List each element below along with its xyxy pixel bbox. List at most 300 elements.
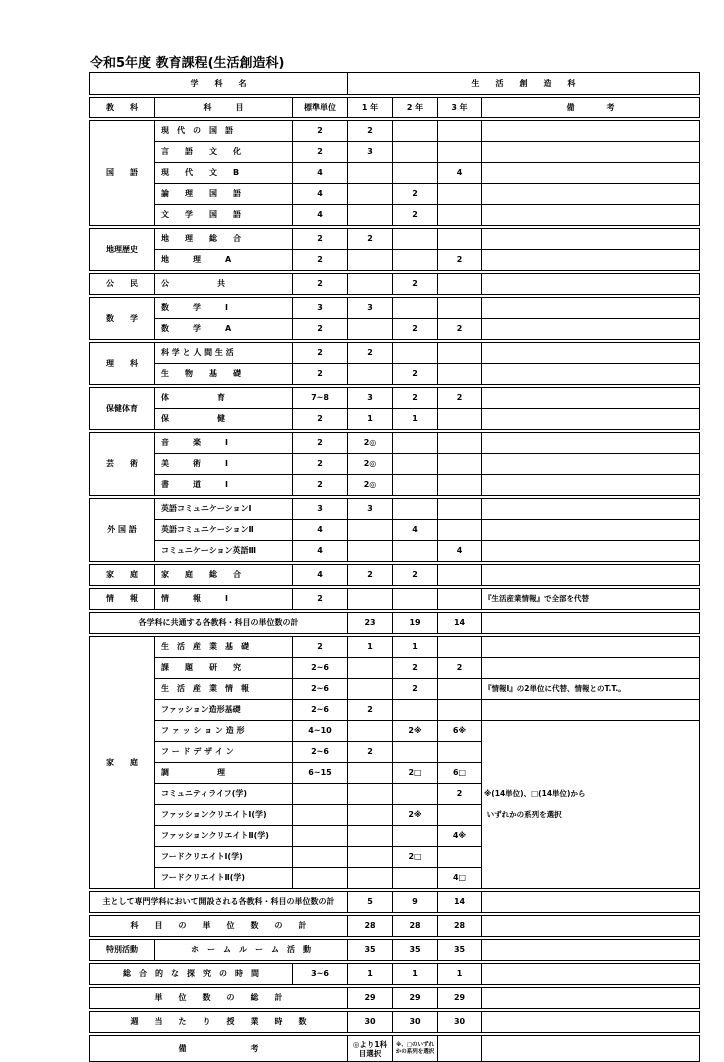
year2-units: 1 (393, 964, 438, 985)
group-kokugo: 国 語 (90, 121, 155, 226)
standard-units: 2 (293, 319, 348, 340)
senmon-total-label: 主として専門学科において開設される各教科・科目の単位数の計 (90, 892, 348, 913)
year1-units: 2 (348, 121, 393, 142)
standard-units: 2~6 (293, 679, 348, 700)
remark (482, 868, 700, 889)
remark (482, 520, 700, 541)
group-koumin: 公 民 (90, 274, 155, 295)
subject-name: ファッションクリエイトⅠ(学) (155, 805, 293, 826)
year2-units: 9 (393, 892, 438, 913)
subject-name: コミュニケーション英語Ⅲ (155, 541, 293, 562)
table-row (90, 721, 700, 742)
standard-units: 2~6 (293, 700, 348, 721)
year2-units: 2 (393, 205, 438, 226)
header-year3: 3 年 (438, 98, 482, 118)
year3-units (438, 454, 482, 475)
subject-name: ファッションクリエイトⅡ(学) (155, 826, 293, 847)
year2-units: 2※ (393, 805, 438, 826)
year1-units (348, 589, 393, 610)
table-row (90, 742, 700, 763)
year2-units (393, 454, 438, 475)
standard-units: 2 (293, 142, 348, 163)
gakka-label: 学 科 名 (90, 73, 348, 95)
group-suugaku: 数 学 (90, 298, 155, 340)
year1-units (348, 184, 393, 205)
year3-units: 4 (438, 541, 482, 562)
table-row (90, 142, 700, 163)
standard-units: 4 (293, 541, 348, 562)
year3-units (438, 229, 482, 250)
table-row (90, 229, 700, 250)
year1-units: 29 (348, 988, 393, 1009)
standard-units: 2~6 (293, 658, 348, 679)
year1-units: 2 (348, 565, 393, 586)
common-total-label: 各学科に共通する各教科・科目の単位数の計 (90, 613, 348, 634)
standard-units (293, 868, 348, 889)
group-chireki: 地理歴史 (90, 229, 155, 271)
subject-name: フードクリエイトⅠ(学) (155, 847, 293, 868)
standard-units: 6~15 (293, 763, 348, 784)
year2-units: 2 (393, 565, 438, 586)
year2-units (393, 475, 438, 496)
year1-units: 1 (348, 964, 393, 985)
year1-units (348, 847, 393, 868)
year2-units (393, 742, 438, 763)
subject-name: 体 育 (155, 388, 293, 409)
year1-units (348, 805, 393, 826)
remark (482, 364, 700, 385)
standard-units: 2 (293, 121, 348, 142)
table-row (90, 589, 700, 610)
table-row (90, 409, 700, 430)
table-row (90, 784, 700, 805)
tani-total-label: 単 位 数 の 総 計 (90, 988, 348, 1009)
standard-units: 2 (293, 589, 348, 610)
year1-units: 3 (348, 142, 393, 163)
year1-units: 2 (348, 700, 393, 721)
year3-units: 14 (438, 613, 482, 634)
year3-units: 4※ (438, 826, 482, 847)
remark (482, 121, 700, 142)
year2-units (393, 868, 438, 889)
remark (482, 319, 700, 340)
standard-units: 4 (293, 565, 348, 586)
standard-units: 4 (293, 163, 348, 184)
subject-name: 調 理 (155, 763, 293, 784)
remark (482, 637, 700, 658)
table-row (90, 763, 700, 784)
standard-units: 2 (293, 637, 348, 658)
year2-units: 2 (393, 679, 438, 700)
year2-units: 29 (393, 988, 438, 1009)
group-jouhou: 情 報 (90, 589, 155, 610)
year1-units (348, 319, 393, 340)
year2-units: 2 (393, 658, 438, 679)
standard-units: 2 (293, 229, 348, 250)
standard-units: 2 (293, 433, 348, 454)
table-row (90, 319, 700, 340)
subject-name: 家 庭 総 合 (155, 565, 293, 586)
subject-name: フ ァ ッ シ ョ ン 造 形 (155, 721, 293, 742)
subject-name: 言 語 文 化 (155, 142, 293, 163)
remark (482, 454, 700, 475)
year3-units: 1 (438, 964, 482, 985)
remark (482, 475, 700, 496)
year2-units (393, 298, 438, 319)
year1-units: 2 (348, 742, 393, 763)
year2-units: 1 (393, 637, 438, 658)
subject-name: 地 理 A (155, 250, 293, 271)
remark (482, 1036, 700, 1062)
table-row (90, 868, 700, 889)
year2-units: 28 (393, 916, 438, 937)
year2-units: 2 (393, 388, 438, 409)
year3-units (438, 700, 482, 721)
remark (482, 541, 700, 562)
table-row (90, 541, 700, 562)
year2-units (393, 163, 438, 184)
year3-units: 30 (438, 1012, 482, 1033)
year3-units (438, 847, 482, 868)
bikou-footer-label: 備 考 (90, 1036, 348, 1062)
year2-units (393, 121, 438, 142)
table-row (90, 274, 700, 295)
year1-units: 3 (348, 499, 393, 520)
remark (482, 565, 700, 586)
year3-units (438, 121, 482, 142)
header-year1: 1 年 (348, 98, 393, 118)
year3-units (438, 679, 482, 700)
gakka-value: 生 活 創 造 科 (348, 73, 700, 95)
table-row (90, 1036, 700, 1062)
year1-units: 2◎ (348, 454, 393, 475)
remark (482, 142, 700, 163)
header-kyouka: 教 科 (90, 98, 155, 118)
standard-units: 2 (293, 409, 348, 430)
remark (482, 163, 700, 184)
year1-units: 23 (348, 613, 393, 634)
table-row (90, 847, 700, 868)
year3-units: 2 (438, 658, 482, 679)
subject-name: 書 道 I (155, 475, 293, 496)
standard-units: 2 (293, 454, 348, 475)
year1-units: 2◎ (348, 475, 393, 496)
group-rika: 理 科 (90, 343, 155, 385)
year2-note: ※、□のいずれかの系列を選択 (393, 1036, 438, 1062)
year2-units (393, 499, 438, 520)
standard-units: 3 (293, 298, 348, 319)
subject-name: 現 代 の 国 語 (155, 121, 293, 142)
year1-units: 1 (348, 409, 393, 430)
year3-units: 2 (438, 784, 482, 805)
year1-units (348, 163, 393, 184)
remark (482, 433, 700, 454)
year3-units: 2 (438, 388, 482, 409)
remark (482, 892, 700, 913)
subject-name: 保 健 (155, 409, 293, 430)
table-row (90, 343, 700, 364)
table-row (90, 520, 700, 541)
table-row (90, 364, 700, 385)
year1-units: 28 (348, 916, 393, 937)
year1-units (348, 784, 393, 805)
remark (482, 409, 700, 430)
table-row (90, 250, 700, 271)
year1-units: 2 (348, 343, 393, 364)
year2-units (393, 250, 438, 271)
remark: 『情報Ⅰ』の2単位に代替、情報とのT.T.。 (482, 679, 700, 700)
year2-units: 19 (393, 613, 438, 634)
year2-units (393, 343, 438, 364)
year3-units: 2 (438, 319, 482, 340)
shuu-total-label: 週 当 た り 授 業 時 数 (90, 1012, 348, 1033)
table-row (90, 1012, 700, 1033)
remark (482, 847, 700, 868)
year1-units: 5 (348, 892, 393, 913)
year1-units (348, 364, 393, 385)
year3-units (438, 637, 482, 658)
remark (482, 742, 700, 763)
year2-units: 1 (393, 409, 438, 430)
table-row (90, 205, 700, 226)
subject-name: コミュニティライフ(学) (155, 784, 293, 805)
year3-units (438, 475, 482, 496)
standard-units: 2~6 (293, 742, 348, 763)
year3-units: 6□ (438, 763, 482, 784)
table-row (90, 892, 700, 913)
year2-units: 2□ (393, 763, 438, 784)
group-gaikokugo: 外 国 語 (90, 499, 155, 562)
subject-name: フ ー ド デ ザ イ ン (155, 742, 293, 763)
table-row (90, 499, 700, 520)
table-row (90, 700, 700, 721)
remark (482, 613, 700, 634)
header-year2: 2 年 (393, 98, 438, 118)
year2-units: 2 (393, 364, 438, 385)
standard-units: 2 (293, 343, 348, 364)
remark (482, 205, 700, 226)
subject-name: ファッション造形基礎 (155, 700, 293, 721)
year3-units (438, 184, 482, 205)
year1-units (348, 658, 393, 679)
year2-units: 2※ (393, 721, 438, 742)
year2-units: 2 (393, 184, 438, 205)
remark (482, 250, 700, 271)
remark (482, 658, 700, 679)
group-katei-senmon: 家 庭 (90, 637, 155, 889)
table-row (90, 121, 700, 142)
table-row (90, 613, 700, 634)
remark (482, 274, 700, 295)
subject-name: 現 代 文 B (155, 163, 293, 184)
group-hoken: 保健体育 (90, 388, 155, 430)
tokkatsu-label: 特別活動 (90, 940, 155, 961)
table-row (90, 637, 700, 658)
year3-units (438, 142, 482, 163)
remark (482, 826, 700, 847)
subject-name: 美 術 I (155, 454, 293, 475)
year3-units (438, 364, 482, 385)
table-row (90, 679, 700, 700)
year1-units (348, 868, 393, 889)
subject-name: 英語コミュニケーションⅡ (155, 520, 293, 541)
year1-units: 3 (348, 298, 393, 319)
standard-units: 2 (293, 364, 348, 385)
year3-units: 28 (438, 916, 482, 937)
standard-units: 4~10 (293, 721, 348, 742)
standard-units: 4 (293, 205, 348, 226)
standard-units: 3~6 (293, 964, 348, 985)
header-bikou: 備 考 (482, 98, 700, 118)
year1-note: ◎より1科目選択 (348, 1036, 393, 1062)
kamoku-total-label: 科 目 の 単 位 数 の 計 (90, 916, 348, 937)
year1-units: 35 (348, 940, 393, 961)
remark (482, 721, 700, 742)
remark (482, 1012, 700, 1033)
year3-units: 6※ (438, 721, 482, 742)
year1-units (348, 250, 393, 271)
year1-units (348, 541, 393, 562)
year2-units (393, 784, 438, 805)
standard-units: 4 (293, 520, 348, 541)
year2-units: 2 (393, 274, 438, 295)
table-row (90, 454, 700, 475)
table-row (90, 826, 700, 847)
group-geijutsu: 芸 術 (90, 433, 155, 496)
standard-units: 7~8 (293, 388, 348, 409)
standard-units (293, 784, 348, 805)
year1-units: 30 (348, 1012, 393, 1033)
standard-units: 2 (293, 250, 348, 271)
year2-units (393, 826, 438, 847)
standard-units: 2 (293, 475, 348, 496)
table-row (90, 940, 700, 961)
year3-units (438, 520, 482, 541)
page-title: 令和5年度 教育課程(生活創造科) (90, 56, 285, 71)
subject-name: 生 活 産 業 基 礎 (155, 637, 293, 658)
standard-units (293, 826, 348, 847)
year1-units: 2◎ (348, 433, 393, 454)
table-row (90, 433, 700, 454)
remark: ※(14単位)、□(14単位)から (482, 784, 700, 805)
standard-units (293, 847, 348, 868)
remark (482, 298, 700, 319)
subject-name: 生 物 基 礎 (155, 364, 293, 385)
year3-units: 29 (438, 988, 482, 1009)
table-row (90, 964, 700, 985)
remark: 『生活産業情報』で全部を代替 (482, 589, 700, 610)
year2-units (393, 229, 438, 250)
subject-name: 数 学 A (155, 319, 293, 340)
year3-units (438, 805, 482, 826)
standard-units: 4 (293, 184, 348, 205)
year3-note (438, 1036, 482, 1062)
year3-units (438, 565, 482, 586)
year3-units (438, 274, 482, 295)
remark (482, 184, 700, 205)
table-row (90, 388, 700, 409)
year3-units (438, 409, 482, 430)
year1-units (348, 763, 393, 784)
year2-units (393, 589, 438, 610)
table-row (90, 73, 700, 95)
year3-units (438, 742, 482, 763)
year2-units: 30 (393, 1012, 438, 1033)
year1-units (348, 274, 393, 295)
remark (482, 763, 700, 784)
subject-name: 生 活 産 業 情 報 (155, 679, 293, 700)
year2-units: 2 (393, 319, 438, 340)
table-row (90, 988, 700, 1009)
table-row (90, 163, 700, 184)
table-row (90, 805, 700, 826)
year2-units: 2□ (393, 847, 438, 868)
year2-units: 35 (393, 940, 438, 961)
year3-units: 2 (438, 250, 482, 271)
remark (482, 499, 700, 520)
year3-units (438, 499, 482, 520)
standard-units: 2 (293, 274, 348, 295)
year2-units (393, 142, 438, 163)
subject-name: 公 共 (155, 274, 293, 295)
subject-name: フードクリエイトⅡ(学) (155, 868, 293, 889)
subject-name: 英語コミュニケーションⅠ (155, 499, 293, 520)
remark (482, 940, 700, 961)
subject-name: 地 理 総 合 (155, 229, 293, 250)
tankyu-label: 総 合 的 な 探 究 の 時 間 (90, 964, 293, 985)
header-hyoujun: 標準単位 (293, 98, 348, 118)
homeroom-label: ホ ー ム ル ー ム 活 動 (155, 940, 348, 961)
year1-units: 1 (348, 637, 393, 658)
year2-units (393, 433, 438, 454)
remark (482, 388, 700, 409)
table-row (90, 475, 700, 496)
table-row (90, 184, 700, 205)
remark: いずれかの系列を選択 (482, 805, 700, 826)
subject-name: 科 学 と 人 間 生 活 (155, 343, 293, 364)
year3-units (438, 343, 482, 364)
remark (482, 229, 700, 250)
remark (482, 916, 700, 937)
table-row (90, 916, 700, 937)
year1-units (348, 826, 393, 847)
year1-units (348, 721, 393, 742)
year2-units (393, 541, 438, 562)
remark (482, 700, 700, 721)
subject-name: 文 学 国 語 (155, 205, 293, 226)
year3-units (438, 589, 482, 610)
year3-units: 14 (438, 892, 482, 913)
year3-units (438, 205, 482, 226)
year3-units (438, 298, 482, 319)
remark (482, 964, 700, 985)
table-row (90, 298, 700, 319)
year1-units: 2 (348, 229, 393, 250)
subject-name: 音 楽 I (155, 433, 293, 454)
year3-units (438, 433, 482, 454)
year2-units (393, 700, 438, 721)
year3-units: 4□ (438, 868, 482, 889)
table-row (90, 565, 700, 586)
year1-units (348, 520, 393, 541)
standard-units: 3 (293, 499, 348, 520)
year1-units (348, 205, 393, 226)
year1-units (348, 679, 393, 700)
year3-units: 4 (438, 163, 482, 184)
curriculum-table (89, 72, 700, 1062)
subject-name: 情 報 I (155, 589, 293, 610)
remark (482, 343, 700, 364)
